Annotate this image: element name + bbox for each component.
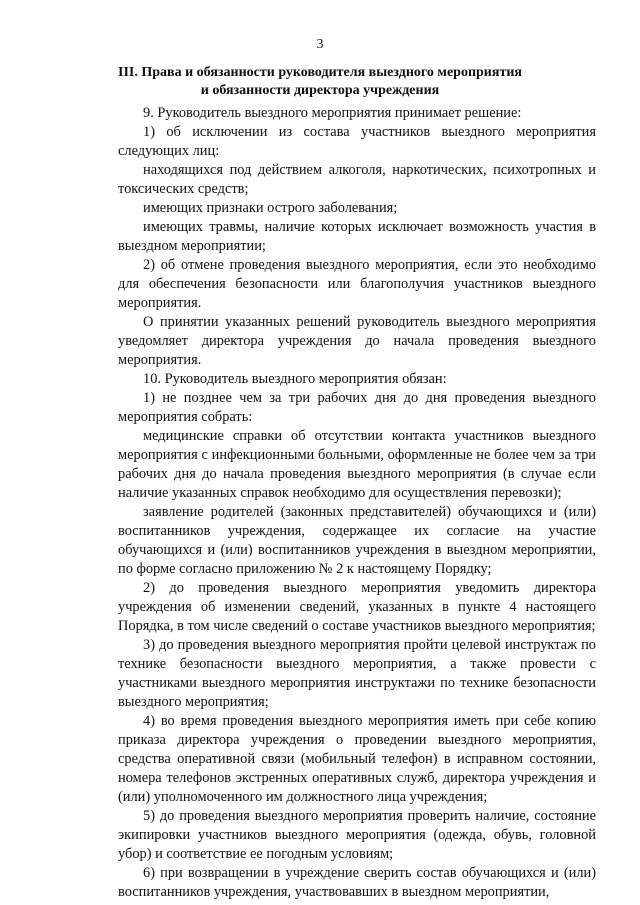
paragraph: 1) об исключении из состава участников выездного мероприятия следующих лиц:	[118, 124, 596, 159]
paragraph: 5) до проведения выездного мероприятия проверить наличие, состояние экипировки участников выездного мероприятия (одежда, обувь, головной убор) и соответствие ее погодным условиям;	[118, 808, 596, 862]
document-body	[118, 104, 596, 902]
paragraph: находящихся под действием алкоголя, наркотических, психотропных и токсических средств;	[118, 162, 596, 197]
section-heading	[60, 64, 580, 100]
page-number: 3	[316, 37, 324, 52]
section-heading-line-1: III. Права и обязанности руководителя выездного мероприятия	[118, 65, 522, 80]
section-heading-line-2: и обязанности директора учреждения	[200, 83, 440, 98]
paragraph: 10. Руководитель выездного мероприятия обязан:	[143, 371, 447, 387]
paragraph: имеющих признаки острого заболевания;	[143, 200, 398, 216]
paragraph: заявление родителей (законных представителей) обучающихся и (или) воспитанников учреждения, содержащее их согласие на участие обучающихся и (или) воспитанников учреждения в выездном мероприятии, по форме согласно приложению № 2 к настоящему Порядку;	[118, 504, 596, 577]
paragraph: имеющих травмы, наличие которых исключает возможность участия в выездном мероприятии;	[118, 219, 596, 254]
paragraph: 3) до проведения выездного мероприятия пройти целевой инструктаж по технике безопасности выездного мероприятия, а также провести с участниками выездного мероприятия инструктажи по технике безопасности выездного мероприятия;	[118, 637, 596, 710]
paragraph: 6) при возвращении в учреждение сверить состав обучающихся и (или) воспитанников учреждения, участвовавших в выездном мероприятии,	[118, 865, 596, 900]
paragraph: 4) во время проведения выездного мероприятия иметь при себе копию приказа директора учреждения о проведении выездного мероприятия, средства оперативной связи (мобильный телефон) в исправном состоянии, номера телефонов экстренных оперативных служб, директора учреждения и (или) уполномоченного им должностного лица учреждения;	[118, 713, 596, 805]
paragraph: медицинские справки об отсутствии контакта участников выездного мероприятия с инфекционными больными, оформленные не более чем за три рабочих дня до начала проведения выездного мероприятия (в случае если наличие указанных справок необходимо для осуществления перевозки);	[118, 428, 596, 501]
paragraph: О принятии указанных решений руководитель выездного мероприятия уведомляет директора учреждения до начала проведения выездного мероприятия.	[118, 314, 596, 368]
paragraph: 1) не позднее чем за три рабочих дня до дня проведения выездного мероприятия собрать:	[118, 390, 596, 425]
paragraph: 2) об отмене проведения выездного мероприятия, если это необходимо для обеспечения безопасности или благополучия участников выездного мероприятия.	[118, 257, 596, 311]
paragraph: 9. Руководитель выездного мероприятия принимает решение:	[143, 105, 522, 121]
paragraph: 2) до проведения выездного мероприятия уведомить директора учреждения об изменении сведений, указанных в пункте 4 настоящего Порядка, в том числе сведений о составе участников выездного мероприятия;	[118, 580, 596, 634]
